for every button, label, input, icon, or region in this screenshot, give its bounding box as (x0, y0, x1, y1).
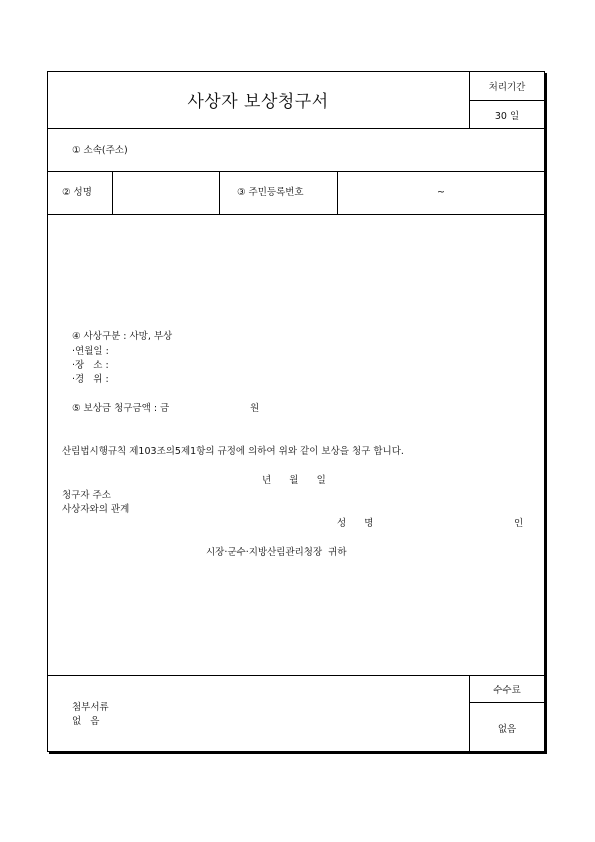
signature-name-label: 성 명 (337, 518, 374, 529)
incident-date: ·연월일 : (72, 346, 109, 357)
claim-amount-label: ⑤ 보상금 청구금액 : 금 (72, 403, 170, 414)
name-label: ② 성명 (62, 187, 92, 198)
frame-shadow-right (545, 73, 547, 754)
relation-label: 사상자와의 관계 (62, 504, 130, 515)
name-value-divider (219, 171, 220, 214)
resident-number-label: ③ 주민등록번호 (237, 187, 304, 198)
addressee: 시장·군수·지방산림관리청장 귀하 (206, 547, 347, 558)
name-row-rule (47, 214, 545, 215)
attachments-value: 없 음 (72, 716, 100, 727)
date-line: 년 월 일 (262, 475, 326, 486)
processing-period-label: 처리기간 (488, 81, 526, 93)
seal-mark: 인 (514, 518, 524, 529)
processing-period-value: 30 일 (494, 110, 520, 122)
casualty-type: ④ 사상구분 : 사망, 부상 (72, 331, 173, 342)
incident-circumstances: ·경 위 : (72, 374, 109, 385)
attachments-label: 첨부서류 (72, 702, 109, 713)
fee-value: 없음 (497, 723, 517, 735)
header-rule (47, 128, 545, 129)
affiliation-label: ① 소속(주소) (72, 145, 128, 156)
fee-label: 수수료 (493, 684, 521, 696)
claimant-address-label: 청구자 주소 (62, 490, 111, 501)
won-unit: 원 (250, 403, 260, 414)
claim-statement: 산림법시행규칙 제103조의5제1항의 규정에 의하여 위와 같이 보상을 청구 합니다. (62, 446, 404, 457)
incident-location: ·장 소 : (72, 360, 109, 371)
frame-shadow-bottom (49, 752, 547, 754)
name-label-divider (112, 171, 113, 214)
form-title: 사상자 보상청구서 (187, 92, 329, 112)
resident-number-separator: ~ (437, 187, 445, 198)
